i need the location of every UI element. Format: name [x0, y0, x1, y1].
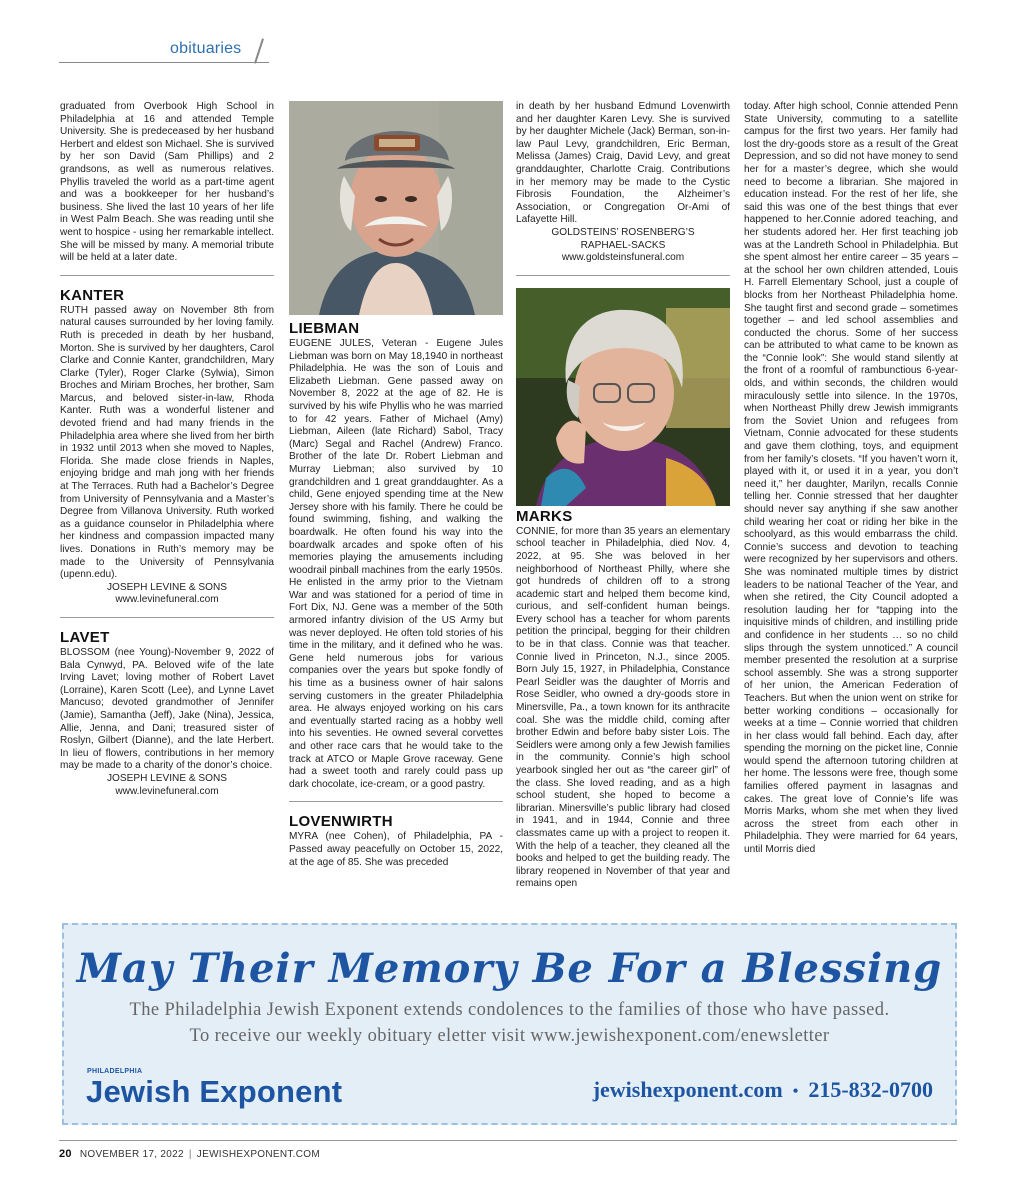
lovenwirth-body-part2: in death by her husband Edmund Lovenwirth and her daughter Karen Levy. She is survived by her daughter Michele (Jack) Berman, son-in-law Paul Levy, grandchildren, Eric Berman, Melissa (James) Craig, David Levy, and great granddaughter, Charlotte Craig. Contributions in her memory may be made to the Cystic Fibrosis Foundation, the Alzheimer’s Association, or Congregation Or-Ami of Lafayette Hill.	[516, 101, 730, 226]
bullet-separator: •	[792, 1082, 799, 1100]
section-label: obituaries	[170, 40, 242, 57]
lavet-body: BLOSSOM (nee Young)-November 9, 2022 of Bala Cynwyd, PA. Beloved wife of the late Irving Lavet; loving mother of Robert Lavet (Lorraine), Karen Scott (Lee), and Lynne Lavet Mancuso; devoted grandmother of Jennifer (Jamie), Samantha (Jeff), Jake (Nina), Jessica, Allie, Jenna, and Dani; treasured sister of Roslyn, Gilbert (Dianne), and the late Herbert. In lieu of flowers, contributions in her memory may be made to a charity of the donor’s choice.	[60, 646, 274, 772]
obituary-heading-lovenwirth: LOVENWIRTH	[289, 813, 393, 831]
header-rule	[59, 62, 269, 63]
divider	[60, 617, 274, 618]
lovenwirth-funeral-home-2: RAPHAEL-SACKS	[580, 239, 666, 251]
obituary-heading-lavet: LAVET	[60, 628, 110, 646]
column-1	[60, 101, 274, 798]
divider	[516, 275, 730, 276]
lavet-funeral-url: www.levinefuneral.com	[115, 785, 219, 797]
page-footer	[59, 1148, 320, 1160]
marks-body-part1: CONNIE, for more than 35 years an elementary school teacher in Philadelphia, died Nov. 4, 2022, at 95. She was beloved in her neighborhood of Northeast Philly, where she got hundreds of children off to a strong academic start and helped them become kind, curious, and self-confident human beings. Every school has a teacher for whom parents petition the principal, begging for their children to be in that class. Connie was that teacher. Connie lived in Princeton, N.J., since 2005. Born July 15, 1927, in Philadelphia, Constance Pearl Seidler was the daughter of Morris and Rose Seidler, who owned a dry-goods store in Minersville, Pa., a town known for its anthracite coal. She was the middle child, coming after brother Edwin and before baby sister Lois. The Seidlers were among only a few Jewish families in the community. Connie’s high school yearbook singled her out as “the career girl” of the class. She loved reading, and as a high school student, she hoped to become a librarian. Minersville’s public library had closed in 1941, and in 1944, Connie and three classmates came up with a project to reopen it. With the help of a teacher, they cleaned all the books and helped to get the building ready. The library reopened in November of that year and remains open	[516, 525, 730, 890]
logo-philadelphia-label: PHILADELPHIA	[87, 1068, 143, 1075]
page-number: 20	[59, 1148, 72, 1160]
column-2	[289, 101, 503, 869]
marks-body-part2: today. After high school, Connie attended Penn State University, commuting to a satellite campus for the first two years. Her family had lost the dry-goods store as a result of the Great Depression, and so did not have money to send her for a master’s degree, which she would need to become a librarian. She majored in education instead. For the rest of her life, she said this was one of the best things that ever happened to her.Connie adored teaching, and her students adored her. Her first teaching job was at the Landreth School in Philadelphia. But she spent almost her entire career – 35 years – at the school her own children attended, Louis H. Farrell Elementary School, just a couple of blocks from her Northeast Philadelphia home. She taught first and second grade – sometimes together – and led school assemblies and conducted the chorus. Some of her success can be attributed to what came to be known as the “Connie look”: She would stand silently at the front of a roomful of rambunctious 6-year-olds, and within seconds, the children would miraculously settle into silence. In the 1970s, when Northeast Philly drew Jewish immigrants from the Soviet Union and refugees from Vietnam, Connie advocated for these students and gave them clothing, toys, and equipment from her family’s closets. “If you haven’t worn it, played with it, or used it in a year, you don’t need it,” her daughter, Marilyn, recalls Connie telling her. Connie stressed that her daughter should never say anything if she saw another child wearing her coat or riding her bike in the schoolyard, as this would embarrass the child. Connie’s success and devotion to teaching were recognized by her supervisors and others. She was nominated multiple times by district leaders to be national Teacher of the Year, and when she retired, the City Council adopted a resolution lauding her for “tapping into the inquisitive minds of children, and instilling pride and confidence in her students … so no child slips through the system unnoticed.” A council member presented the resolution at a surprise school assembly. She was a strong supporter of her union, the American Federation of Teachers. But when the union went on strike for better working conditions – occasionally for weeks at a time – Connie worried that children in her class would fall behind. Each day, after spending the morning on the picket line, Connie would spend the afternoon tutoring children at her home. The lessons were free, though some families offered payment in lasagnas and cakes. The great love of Connie’s life was Morris Marks, whom she met when they lived across the street from each other in Philadelphia. They were married for 64 years, until Morris died	[744, 101, 958, 856]
liebman-body: EUGENE JULES, Veteran - Eugene Jules Liebman was born on May 18,1940 in northeast Philadelphia. He was the son of Louis and Elizabeth Liebman. Gene passed away on November 8, 2022 at the age of 82. He is survived by his wife Phyllis who he was married to for 42 years. Father of Michael (Amy) Liebman, Aileen (late Richard) Sabol, Tracy (Marc) Segal and Rachel (Andrew) Franco. Brother of the late Dr. Robert Liebman and Murray Liebman; also survived by 10 grandchildren and 1 great granddaughter. As a child, Gene enjoyed spending time at the New Jersey shore with his family. There he could be found swimming, fishing, and walking the boardwalk. He often found his way into the boardwalk arcades and spoke often of his memories playing the amusements including woodrail pinball machines from the early 1950s. He enlisted in the army prior to the Vietnam War and was stationed for a period of time in Fort Dix, NJ. Gene was a member of the 50th armored infantry division of the US Army but was never deployed. He often told stories of his time in the military, and it defined who he was. Gene held numerous jobs for various companies over the years but spoke fondly of his time as a business owner of hair salons serving customers in the greater Philadelphia area. He always enjoyed working on his cars and eventually started racing as a hobby well into his seventies. He owned several corvettes and other race cars that he would take to the track at ATCO or Maple Grove raceway. Gene had a sweet tooth and rarely could pass up dark chocolate, ice-cream, or a good pastry.	[289, 338, 503, 790]
lavet-funeral-home: JOSEPH LEVINE & SONS	[106, 772, 228, 784]
footer-rule	[59, 1140, 957, 1141]
ad-website-link[interactable]: jewishexponent.com	[592, 1077, 783, 1102]
column-3	[516, 101, 730, 891]
condolence-advertisement	[62, 923, 957, 1125]
lovenwirth-body-part1: MYRA (nee Cohen), of Philadelphia, PA - Passed away peacefully on October 15, 2022, at the age of 85. She was preceded	[289, 831, 503, 868]
kanter-funeral-url: www.levinefuneral.com	[115, 594, 219, 606]
ad-script-headline: May Their Memory Be For a Blessing	[76, 945, 943, 992]
jewish-exponent-logo: Jewish Exponent	[86, 1074, 343, 1109]
lovenwirth-funeral-url: www.goldsteinsfuneral.com	[561, 252, 685, 264]
footer-site: JEWISHEXPONENT.COM	[196, 1149, 320, 1160]
obituary-heading-marks: MARKS	[516, 507, 573, 525]
ad-condolence-line: The Philadelphia Jewish Exponent extends condolences to the families of those who have passed.	[129, 1000, 890, 1020]
issue-date: NOVEMBER 17, 2022	[79, 1149, 184, 1160]
ad-newsletter-line: To receive our weekly obituary eletter visit www.jewishexponent.com/enewsletter	[189, 1026, 830, 1046]
ad-contact-info	[593, 1077, 933, 1103]
footer-separator: |	[188, 1149, 192, 1160]
section-slash	[254, 38, 264, 63]
lovenwirth-funeral-home-1: GOLDSTEINS’ ROSENBERG’S	[551, 226, 695, 238]
obituary-heading-kanter: KANTER	[60, 286, 125, 304]
obituary-heading-liebman: LIEBMAN	[289, 320, 360, 337]
ad-phone-number[interactable]: 215-832-0700	[808, 1077, 933, 1102]
phyllis-continued-text: graduated from Overbook High School in Philadelphia at 16 and attended Temple University. She is predeceased by her husband Herbert and eldest son Michael. She is survived by her son David (Sam Phillips) and 2 grandsons, as well as numerous relatives. Phyllis traveled the world as a part-time agent and was a bookkeeper for her husband’s business. She lived the last 10 years of her life in West Palm Beach. She was reading until she went to hospice - using her remarkable intellect. She will be missed by many. A memorial tribute will be held at a later date.	[60, 101, 274, 264]
liebman-portrait-photo	[289, 101, 503, 315]
divider	[289, 801, 503, 802]
column-4	[744, 101, 958, 857]
divider	[60, 275, 274, 276]
kanter-funeral-home: JOSEPH LEVINE & SONS	[106, 581, 228, 593]
kanter-body: RUTH passed away on November 8th from natural causes surrounded by her loving family. Ruth is preceded in death by her husband, Morton. She is survived by her daughters, Carol Clarke and Connie Kanter, grandchildren, Mary Clarke (Tyler), Roger Clarke (Sylwia), Simon Broches and Miriam Broches, her brother, Sam Marcus, and beloved sister-in-law, Rhoda Kanter. Ruth was a wonderful listener and devoted friend and had many friends in the Philadelphia area where she lived from her birth in 1932 until 2013 when she moved to Naples, Florida. She made close friends in Naples, enjoying bridge and mah jong with her friends at The Terraces. Ruth had a Bachelor’s Degree from University of Pennsylvania and a Master’s Degree from Villanova University. Ruth worked as a guidance counselor in Philadelphia where her kindness and compassion impacted many lives. Donations in Ruth’s memory may be made to the University of Pennsylvania (upenn.edu).	[60, 304, 274, 581]
marks-portrait-photo	[516, 288, 730, 506]
